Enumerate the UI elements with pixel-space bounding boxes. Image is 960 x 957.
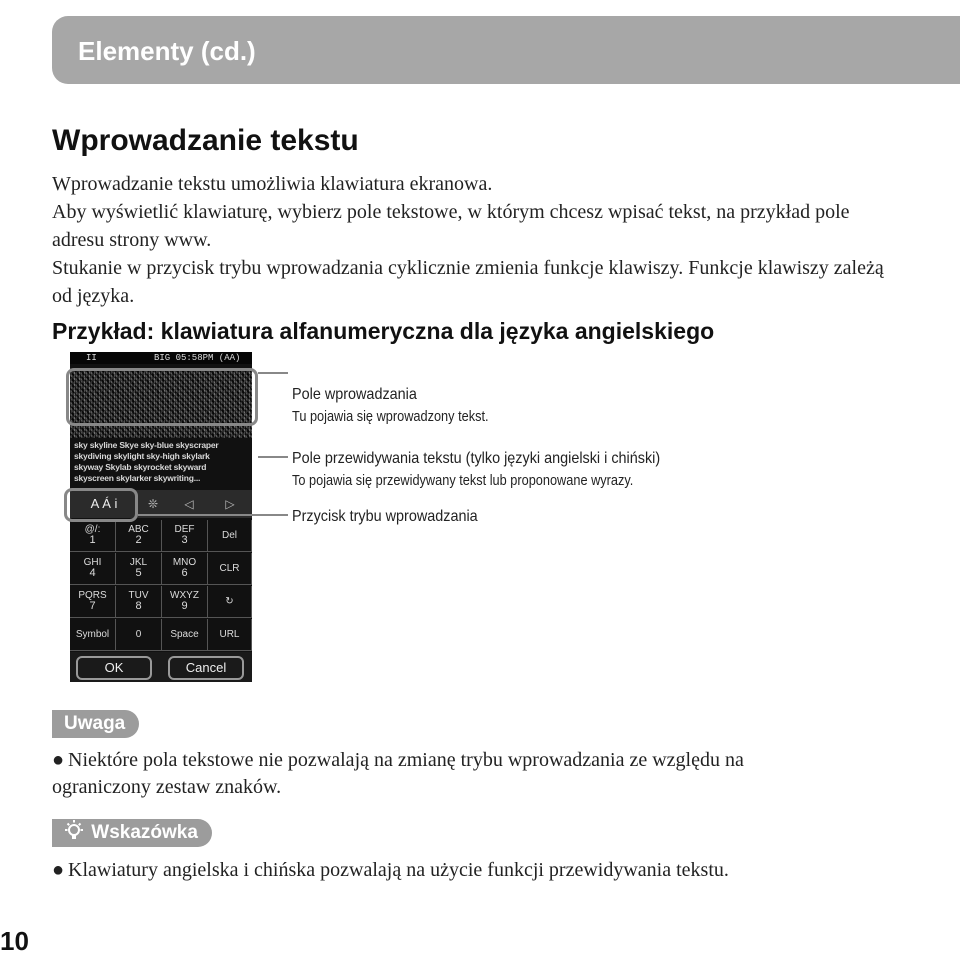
key[interactable] [208, 586, 252, 618]
callout-desc: Tu pojawia się wprowadzony tekst. [292, 408, 489, 425]
tip-bullet [52, 857, 912, 884]
example-title: Przykład: klawiatura alfanumeryczna dla języka angielskiego [52, 318, 715, 344]
key[interactable] [162, 586, 208, 618]
callout-title: Pole wprowadzania [292, 386, 417, 403]
status-right: BIG 05:58PM (AA) [154, 353, 241, 363]
key[interactable] [70, 586, 116, 618]
key-letters: JKL [129, 557, 148, 568]
key-label: 0 [135, 629, 142, 640]
ok-button[interactable]: OK [76, 656, 152, 680]
callout-title: Pole przewidywania tekstu (tylko języki angielski i chiński) [292, 450, 661, 467]
prediction-line: skydiving skylight sky-high skylark [74, 451, 210, 461]
special-key[interactable]: ❊ [147, 497, 159, 511]
tip-label: Wskazówka [91, 822, 198, 843]
lightbulb-icon [62, 819, 86, 843]
key-digit: 2 [135, 534, 142, 546]
callout-title: Przycisk trybu wprowadzania [292, 508, 478, 525]
key-label: URL [219, 629, 240, 640]
note-badge [52, 710, 139, 738]
mode-button-highlight [64, 488, 138, 522]
note-bullet [52, 747, 832, 801]
prediction-line: skyscreen skylarker skywriting... [74, 473, 201, 483]
cancel-button[interactable]: Cancel [168, 656, 244, 680]
callout-mode [292, 506, 498, 528]
prediction-line: skyway Skylab skyrocket skyward [74, 462, 207, 472]
cursor-left-key[interactable]: ◁ [184, 497, 194, 511]
input-field-highlight [66, 368, 258, 426]
key[interactable] [70, 520, 116, 552]
key[interactable] [162, 553, 208, 585]
key-digit: 6 [181, 567, 188, 579]
page-number: 10 [0, 926, 29, 956]
key-letters: ABC [128, 524, 149, 535]
key-letters: WXYZ [170, 590, 199, 601]
keypad [70, 520, 252, 652]
key[interactable] [116, 586, 162, 618]
key-digit: 3 [181, 534, 188, 546]
key[interactable] [162, 520, 208, 552]
tip-text: Klawiatury angielska i chińska pozwalają na użycie funkcji przewidywania tekstu. [68, 859, 729, 881]
key-letters: PQRS [78, 590, 107, 601]
dialog-buttons [70, 652, 252, 682]
key-digit: 1 [89, 534, 96, 546]
key-digit: 8 [135, 600, 142, 612]
cursor-right-key[interactable]: ▷ [225, 497, 235, 511]
callout-input [292, 384, 523, 428]
tip-badge [52, 819, 212, 847]
callout-line [258, 372, 288, 374]
key[interactable] [116, 619, 162, 651]
key-label: CLR [219, 563, 240, 574]
bullet-icon: ● [52, 749, 65, 771]
key[interactable] [162, 619, 208, 651]
status-left: II [86, 353, 97, 363]
callout-desc: To pojawia się przewidywany tekst lub proponowane wyrazy. [292, 472, 634, 489]
input-mode-button[interactable]: A Á i [90, 496, 118, 511]
key-letters: DEF [174, 524, 195, 535]
callout-line [258, 456, 288, 458]
key-label: Del [221, 530, 237, 541]
key-letters: TUV [128, 590, 149, 601]
intro-paragraph-3: Stukanie w przycisk trybu wprowadzania cyklicznie zmienia funkcje klawiszy. Funkcje klawiszy zależą od języka. [52, 257, 884, 307]
intro-paragraph-1: Wprowadzanie tekstu umożliwia klawiatura ekranowa. [52, 173, 493, 195]
key-label: Symbol [75, 629, 110, 640]
key[interactable] [208, 520, 252, 552]
intro-text [52, 170, 892, 310]
key-digit: 4 [89, 567, 96, 579]
key-label: Space [170, 629, 199, 640]
status-bar [70, 352, 252, 364]
intro-paragraph-2: Aby wyświetlić klawiaturę, wybierz pole tekstowe, w którym chcesz wpisać tekst, na przykład pole adresu strony www. [52, 201, 850, 251]
key[interactable] [116, 553, 162, 585]
key-digit: 7 [89, 600, 96, 612]
prediction-line: sky skyline Skye sky-blue skyscraper [74, 440, 219, 450]
key[interactable] [70, 619, 116, 651]
note-label: Uwaga [64, 713, 126, 734]
note-text: Niektóre pola tekstowe nie pozwalają na zmianę trybu wprowadzania ze względu na ograniczony zestaw znaków. [52, 749, 744, 798]
callout-line [138, 514, 288, 516]
key[interactable] [208, 619, 252, 651]
key-digit: 5 [135, 567, 142, 579]
callout-prediction [292, 448, 701, 492]
prediction-field[interactable] [70, 440, 252, 488]
bullet-icon: ● [52, 859, 65, 881]
key-letters: MNO [172, 557, 197, 568]
key-letters: @/: [84, 524, 101, 535]
key[interactable] [116, 520, 162, 552]
section-title: Wprowadzanie tekstu [52, 124, 359, 157]
key[interactable] [70, 553, 116, 585]
key[interactable] [208, 553, 252, 585]
header-bar [52, 16, 960, 84]
header-title: Elementy (cd.) [78, 36, 256, 66]
key-digit: 9 [181, 600, 188, 612]
key-letters: GHI [83, 557, 102, 568]
key-label: ↻ [225, 596, 234, 607]
